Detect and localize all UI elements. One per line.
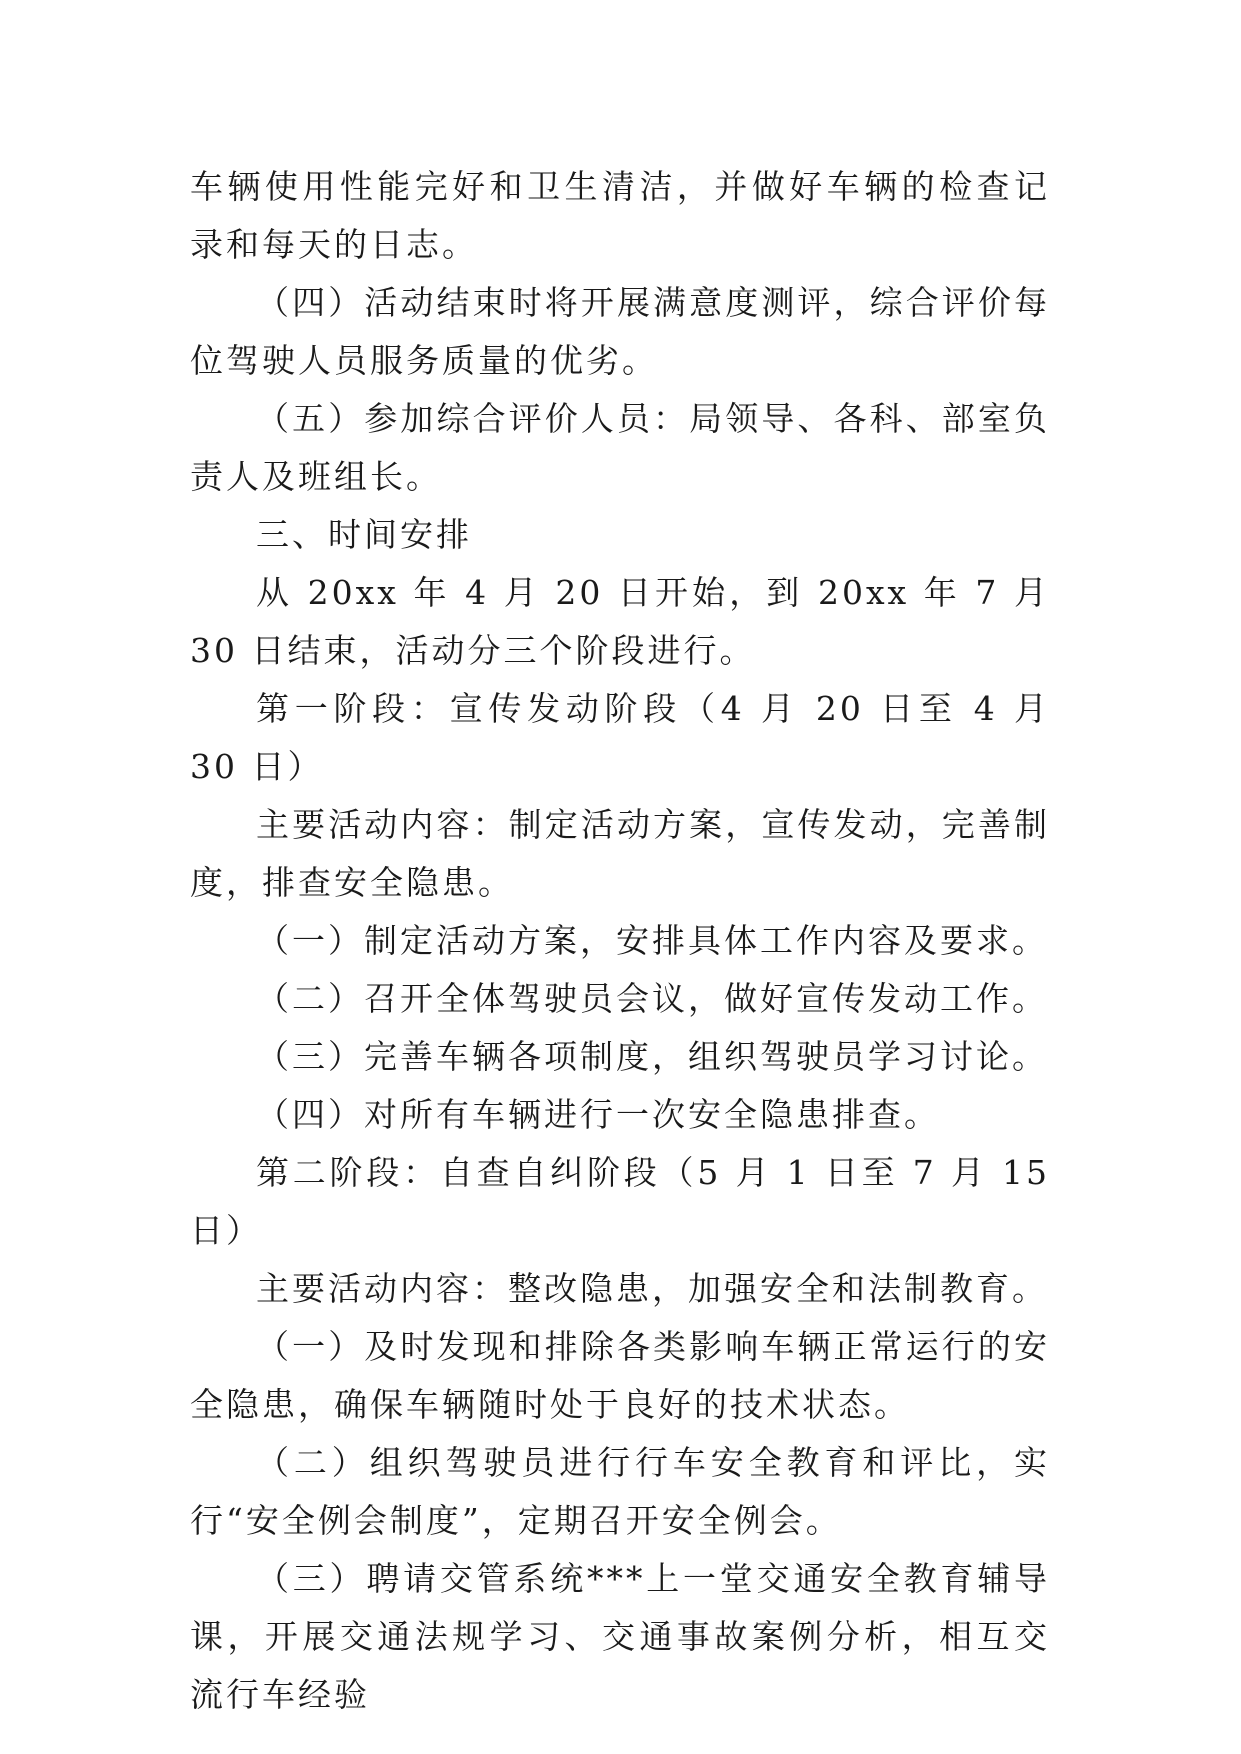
- paragraph: 从 20xx 年 4 月 20 日开始，到 20xx 年 7 月 30 日结束，活动分三个阶段进行。: [190, 573, 1050, 670]
- phase-heading: 第一阶段：宣传发动阶段（4 月 20 日至 4 月 30 日）: [190, 689, 1050, 786]
- paragraph: （五）参加综合评价人员：局领导、各科、部室负责人及班组长。: [190, 399, 1050, 496]
- paragraph: 主要活动内容：制定活动方案，宣传发动，完善制度，排查安全隐患。: [190, 805, 1050, 902]
- phase-heading: 第二阶段：自查自纠阶段（5 月 1 日至 7 月 15 日）: [190, 1153, 1050, 1250]
- list-item: （三）完善车辆各项制度，组织驾驶员学习讨论。: [256, 1037, 1048, 1076]
- section-heading: 三、时间安排: [256, 515, 472, 554]
- list-item: （四）对所有车辆进行一次安全隐患排查。: [256, 1095, 940, 1134]
- list-item: （三）聘请交管系统***上一堂交通安全教育辅导课，开展交通法规学习、交通事故案例分析，相互交流行车经验: [190, 1559, 1050, 1714]
- paragraph: （四）活动结束时将开展满意度测评，综合评价每位驾驶人员服务质量的优劣。: [190, 283, 1050, 380]
- list-item: （二）召开全体驾驶员会议，做好宣传发动工作。: [256, 979, 1048, 1018]
- list-item: （二）组织驾驶员进行行车安全教育和评比，实行“安全例会制度”，定期召开安全例会。: [190, 1443, 1050, 1540]
- paragraph: 车辆使用性能完好和卫生清洁，并做好车辆的检查记录和每天的日志。: [190, 167, 1050, 264]
- paragraph: 主要活动内容：整改隐患，加强安全和法制教育。: [256, 1269, 1048, 1308]
- list-item: （一）及时发现和排除各类影响车辆正常运行的安全隐患，确保车辆随时处于良好的技术状态。: [190, 1327, 1050, 1424]
- document-body: [190, 158, 1050, 1724]
- list-item: （一）制定活动方案，安排具体工作内容及要求。: [256, 921, 1048, 960]
